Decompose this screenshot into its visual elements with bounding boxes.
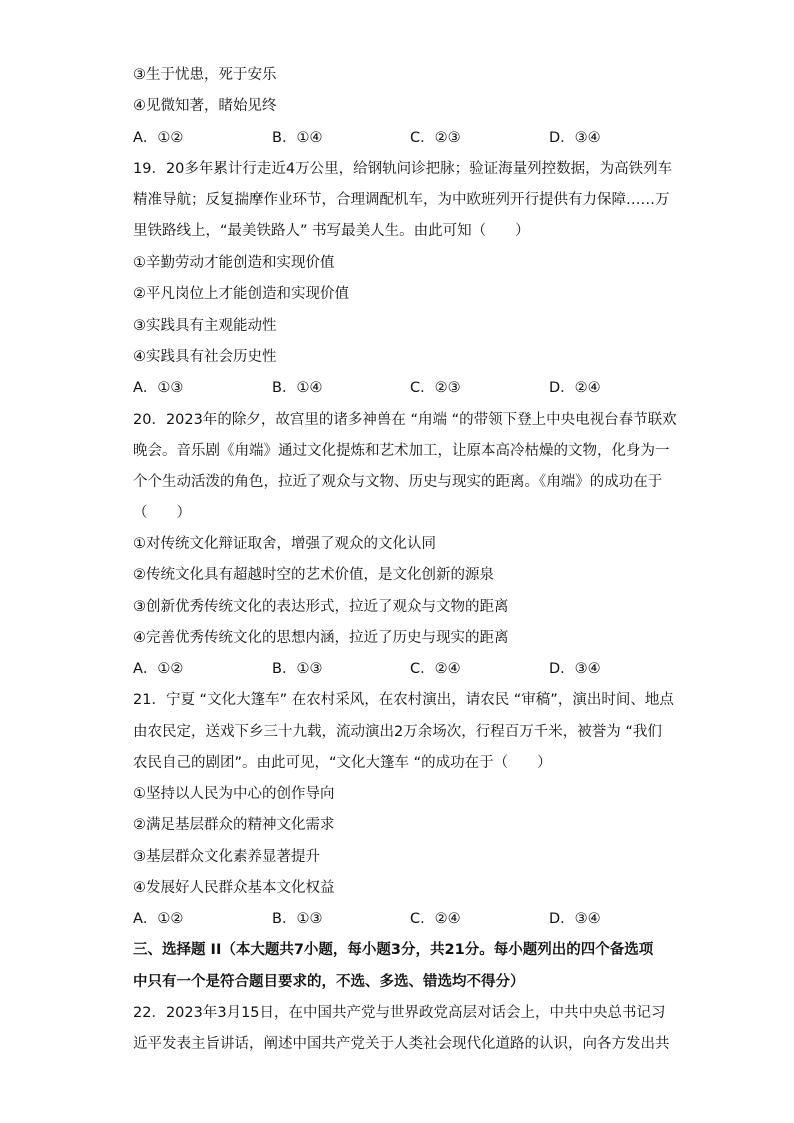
q22-stem-line-1: 22．2023年3月15日，在中国共产党与世界政党高层对话会上，中共中央总书记习 — [133, 1005, 666, 1021]
q21-stem-line-2: 由农民定，送戏下乡三十九载，流动演出2万余场次，行程百万千米，被誉为 “我们 — [133, 724, 662, 740]
choice-d: D．③④ — [549, 130, 601, 146]
q21-stem-line-1: 21．宁夏 “文化大篷车” 在农村采风，在农村演出，请农民 “审稿”，演出时间、地点 — [133, 692, 674, 708]
q18-option-4: ④见微知著，睹始见终 — [133, 98, 277, 114]
q20-option-1: ①对传统文化辩证取舍，增强了观众的文化认同 — [133, 536, 436, 552]
choice-c: C．②③ — [410, 380, 461, 396]
q19-stem-line-2: 精准导航；反复揣摩作业环节，合理调配机车，为中欧班列开行提供有力保障……万 — [133, 192, 670, 208]
choice-a: A．①② — [133, 911, 184, 927]
q19-stem-line-1: 19．20多年累计行走近4万公里，给钢轨问诊把脉；验证海量列控数据，为高铁列车 — [133, 161, 673, 177]
q21-option-4: ④发展好人民群众基本文化权益 — [133, 880, 335, 896]
choice-d: D．②④ — [549, 380, 601, 396]
choice-a: A．①③ — [133, 380, 184, 396]
section-heading-line-1: 三、选择题 II（本大题共7小题，每小题3分，共21分。每小题列出的四个备选项 — [133, 942, 654, 958]
q20-stem-line-4: （ ） — [133, 505, 191, 521]
choice-c: C．②③ — [410, 130, 461, 146]
choice-d: D．③④ — [549, 661, 601, 677]
q21-option-3: ③基层群众文化素养显著提升 — [133, 849, 320, 865]
q19-stem-line-3: 里铁路线上，“最美铁路人” 书写最美人生。由此可知（ ） — [133, 223, 530, 239]
q20-option-4: ④完善优秀传统文化的思想内涵，拉近了历史与现实的距离 — [133, 630, 509, 646]
q20-stem-line-1: 20．2023年的除夕，故宫里的诸多神兽在 “甪端 “的带领下登上中央电视台春节联欢 — [133, 412, 677, 428]
choice-b: B．①④ — [272, 130, 323, 146]
q20-stem-line-2: 晚会。音乐剧《甪端》通过文化提炼和艺术加工，让原本高冷枯燥的文物，化身为一 — [133, 443, 670, 459]
q19-option-2: ②平凡岗位上才能创造和实现价值 — [133, 286, 349, 302]
choice-a: A．①② — [133, 661, 184, 677]
q20-option-2: ②传统文化具有超越时空的艺术价值，是文化创新的源泉 — [133, 567, 494, 583]
q19-option-1: ①辛勤劳动才能创造和实现价值 — [133, 255, 335, 271]
choice-d: D．③④ — [549, 911, 601, 927]
choice-b: B．①③ — [272, 661, 323, 677]
q18-option-3: ③生于忧患，死于安乐 — [133, 67, 277, 83]
q19-option-4: ④实践具有社会历史性 — [133, 349, 277, 365]
q20-stem-line-3: 个个生动活泼的角色，拉近了观众与文物、历史与现实的距离。《甪端》的成功在于 — [133, 474, 663, 490]
q22-stem-line-2: 近平发表主旨讲话，阐述中国共产党关于人类社会现代化道路的认识，向各方发出共 — [133, 1036, 670, 1052]
q21-option-1: ①坚持以人民为中心的创作导向 — [133, 786, 335, 802]
choice-b: B．①③ — [272, 911, 323, 927]
q19-option-3: ③实践具有主观能动性 — [133, 318, 277, 334]
section-heading-line-2: 中只有一个是符合题目要求的，不选、多选、错选均不得分） — [133, 974, 525, 990]
choice-c: C．②④ — [410, 661, 461, 677]
choice-b: B．①④ — [272, 380, 323, 396]
choice-a: A．①② — [133, 130, 184, 146]
q21-stem-line-3: 农民自己的剧团”。由此可见，“文化大篷车 “的成功在于（ ） — [133, 755, 552, 771]
choice-c: C．②④ — [410, 911, 461, 927]
q21-option-2: ②满足基层群众的精神文化需求 — [133, 817, 335, 833]
q20-option-3: ③创新优秀传统文化的表达形式，拉近了观众与文物的距离 — [133, 599, 509, 615]
